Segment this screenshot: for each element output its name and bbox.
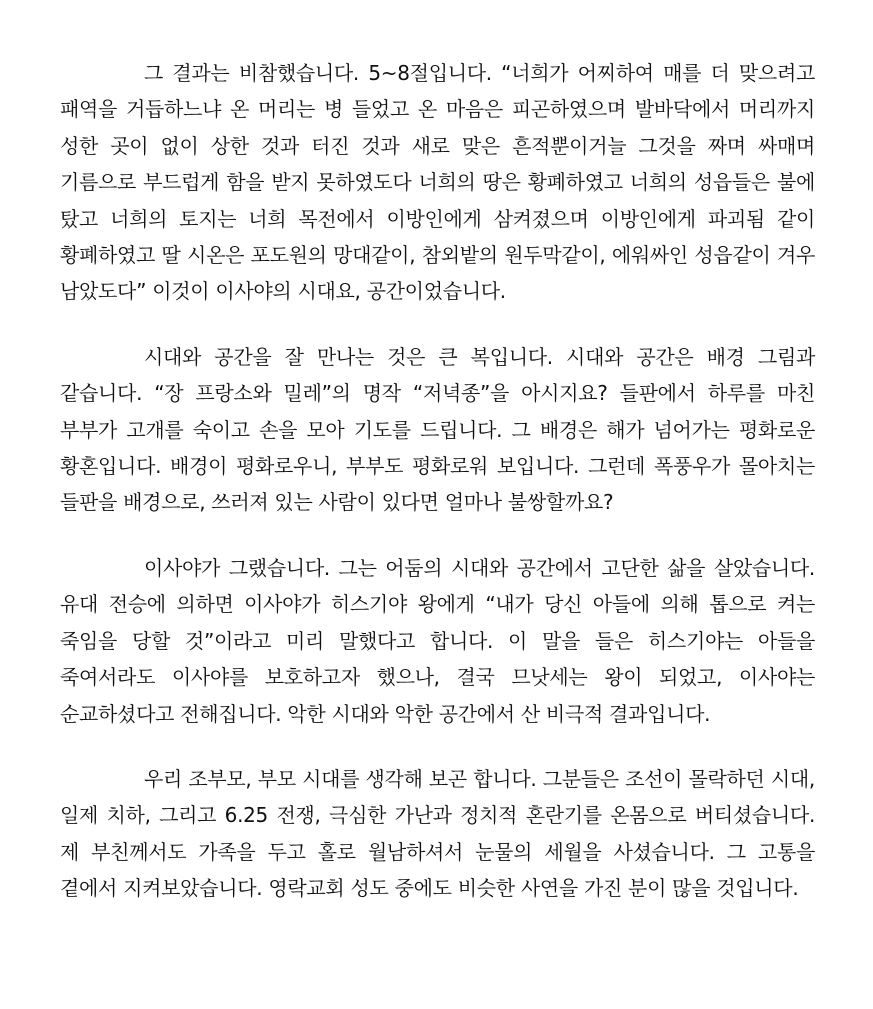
paragraph-3: 이사야가 그랬습니다. 그는 어둠의 시대와 공간에서 고단한 삶을 살았습니다. 유대 전승에 의하면 이사야가 히스기야 왕에게 “내가 당신 아들에 의해 톱으로 켜는 죽임을 당할 것”이라고 미리 말했다고 합니다. 이 말을 들은 히스기야는 아들을 죽여서라도 이사야를 보호하고자 했으나, 결국 므낫세는 왕이 되었고, 이사야는 순교하셨다고 전해집니다. 악한 시대와 악한 공간에서 산 비극적 결과입니다. [60, 555, 815, 726]
paragraph-1: 그 결과는 비참했습니다. 5~8절입니다. “너희가 어찌하여 매를 더 맞으려고 패역을 거듭하느냐 온 머리는 병 들었고 온 마음은 피곤하였으며 발바닥에서 머리까지 성한 곳이 없이 상한 것과 터진 것과 새로 맞은 흔적뿐이거늘 그것을 짜며 싸매며 기름으로 부드럽게 함을 받지 못하였도다 너희의 땅은 황폐하였고 너희의 성읍들은 불에 탔고 너희의 토지는 너희 목전에서 이방인에게 삼켜졌으며 이방인에게 파괴됨 같이 황폐하였고 딸 시온은 포도원의 망대같이, 참외밭의 원두막같이, 에워싸인 성읍같이 겨우 남았도다” 이것이 이사야의 시대요, 공간이었습니다. [60, 61, 815, 304]
paragraph-4: 우리 조부모, 부모 시대를 생각해 보곤 합니다. 그분들은 조선이 몰락하던 시대, 일제 치하, 그리고 6.25 전쟁, 극심한 가난과 정치적 혼란기를 온몸으로 버티셨습니다. 제 부친께서도 가족을 두고 홀로 월남하셔서 눈물의 세월을 사셨습니다. 그 고통을 곁에서 지켜보았습니다. 영락교회 성도 중에도 비슷한 사연을 가진 분이 많을 것입니다. [60, 766, 815, 901]
paragraph-2: 시대와 공간을 잘 만나는 것은 큰 복입니다. 시대와 공간은 배경 그림과 같습니다. “장 프랑소와 밀레”의 명작 “저녁종”을 아시지요? 들판에서 하루를 마친 부부가 고개를 숙이고 손을 모아 기도를 드립니다. 그 배경은 해가 넘어가는 평화로운 황혼입니다. 배경이 평화로우니, 부부도 평화로워 보입니다. 그런데 폭풍우가 몰아치는 들판을 배경으로, 쓰러져 있는 사람이 있다면 얼마나 불쌍할까요? [60, 344, 815, 515]
